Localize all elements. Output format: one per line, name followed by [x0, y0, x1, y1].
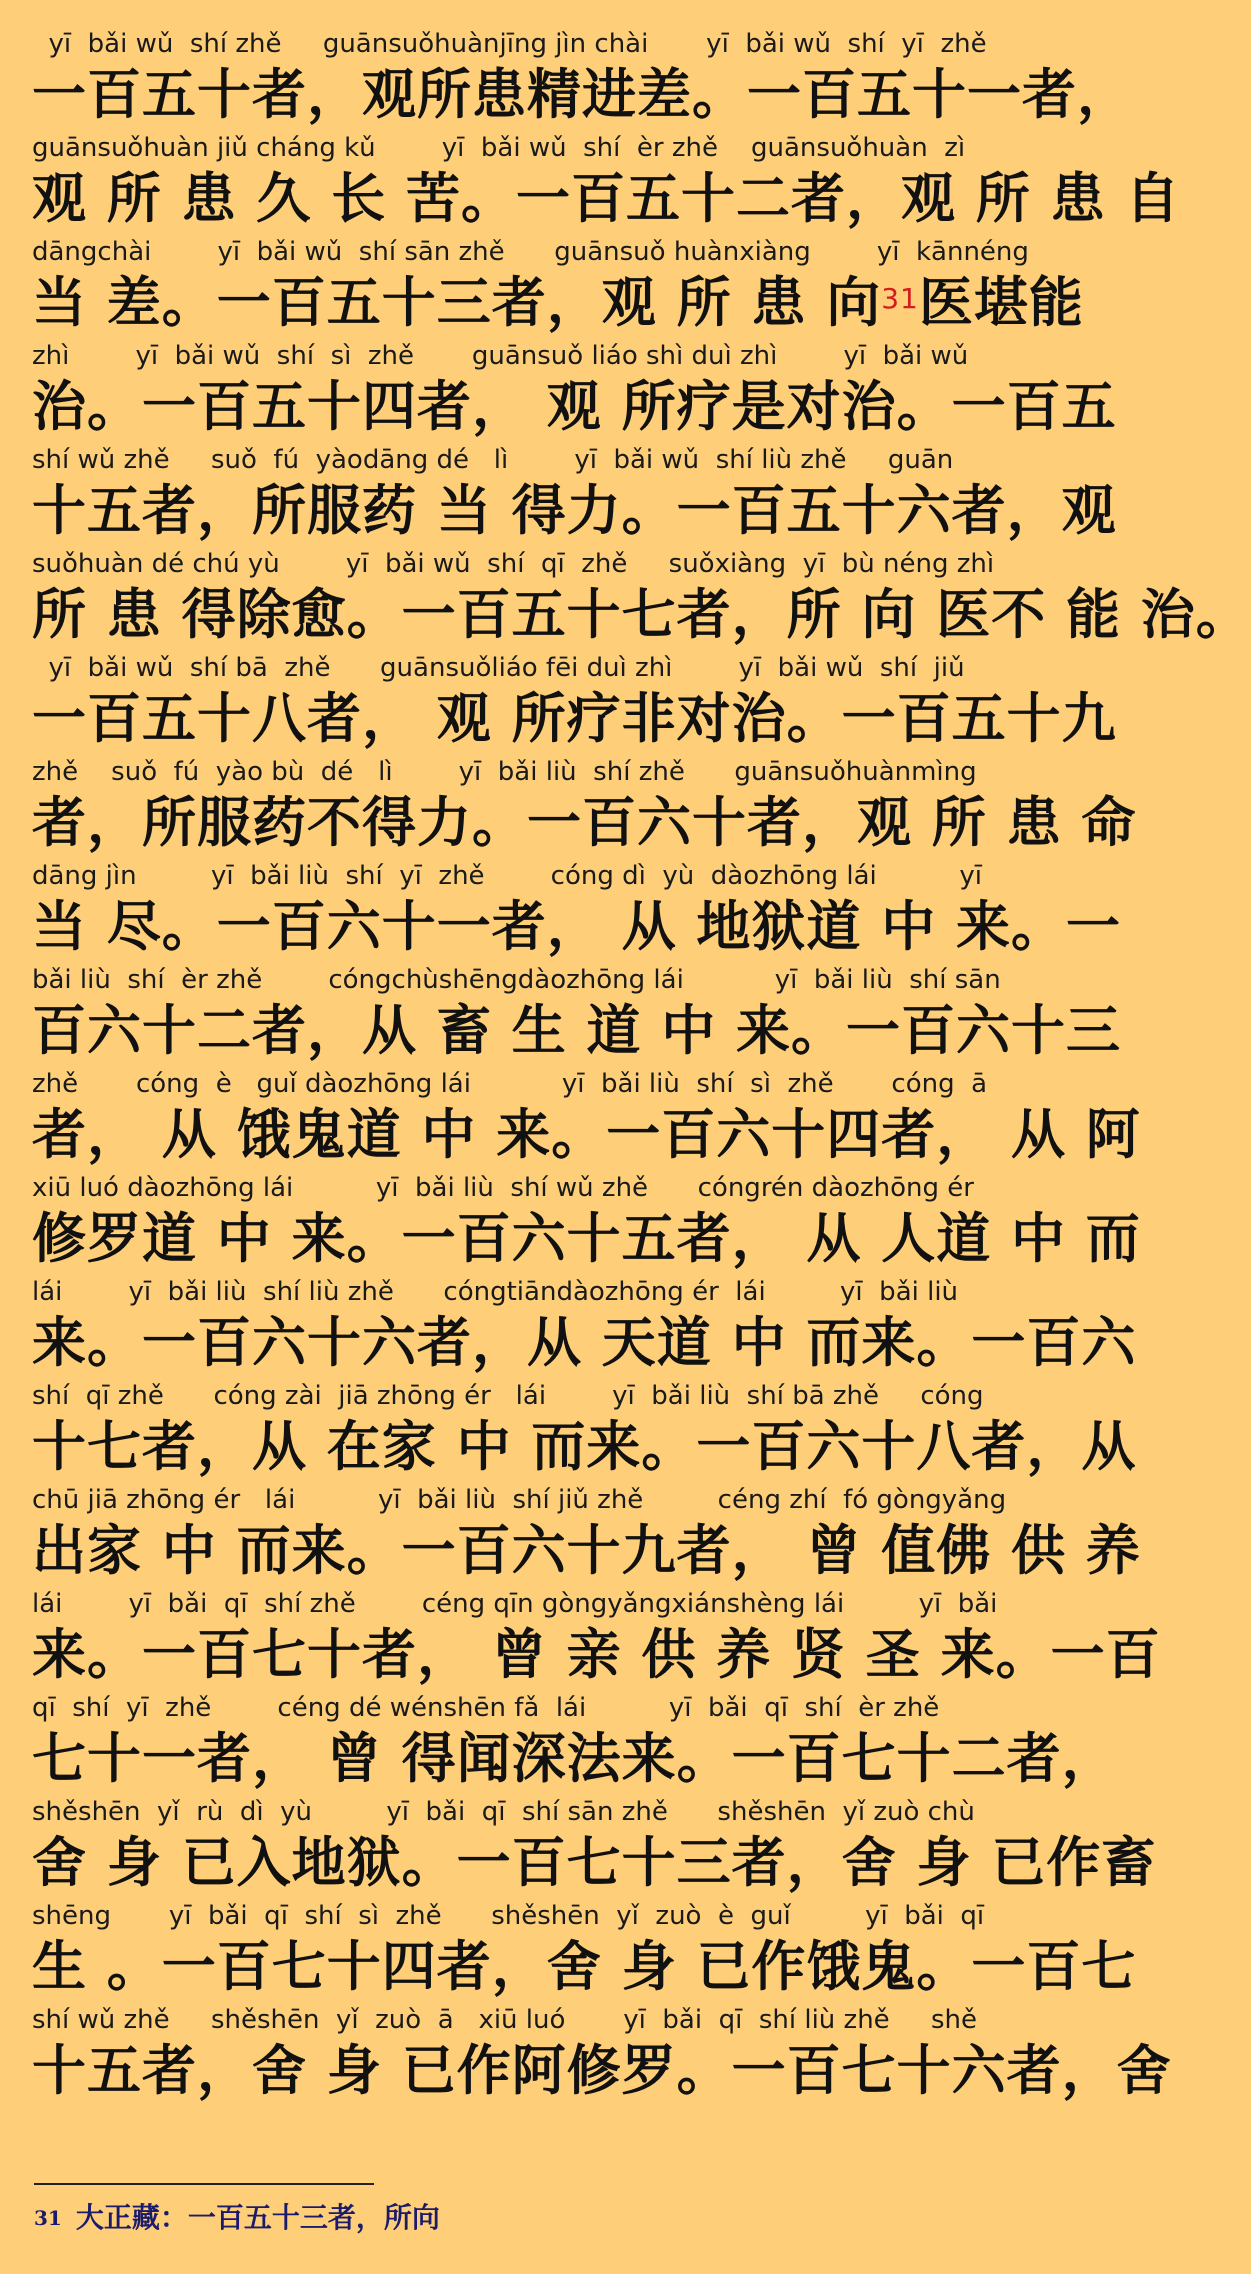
hanzi-line — [32, 2038, 1172, 2104]
hanzi-line — [32, 166, 1181, 232]
hanzi-line — [32, 1518, 1141, 1584]
hanzi-text: 生 。一百七十四者，舍 身 已作饿鬼。一百七 — [32, 1935, 1137, 1998]
text-line — [32, 340, 1117, 444]
hanzi-line — [32, 790, 1137, 856]
pinyin-line: zhě cóng è guǐ dàozhōng lái yī bǎi liù shí sì zhě cóng ā — [32, 1069, 988, 1099]
hanzi-text: 一百五十者，观所患精进差。一百五十一者， — [32, 63, 1132, 126]
hanzi-line — [32, 1206, 1141, 1272]
text-line — [32, 2004, 1172, 2108]
text-line — [32, 1588, 1161, 1692]
hanzi-line — [32, 1622, 1161, 1688]
text-line — [32, 1900, 1137, 2004]
hanzi-text: 者， 从 饿鬼道 中 来。一百六十四者， 从 阿 — [32, 1103, 1141, 1166]
hanzi-text: 十五者，所服药 当 得力。一百五十六者，观 — [32, 479, 1117, 542]
text-line — [32, 132, 1181, 236]
text-line — [32, 1172, 1141, 1276]
hanzi-text: 者，所服药不得力。一百六十者，观 所 患 命 — [32, 791, 1137, 854]
pinyin-line: suǒhuàn dé chú yù yī bǎi wǔ shí qī zhě suǒxiàng yī bù néng zhì — [32, 549, 995, 579]
text-line — [32, 964, 1121, 1068]
pinyin-line: xiū luó dàozhōng lái yī bǎi liù shí wǔ zhě cóngrén dàozhōng ér — [32, 1173, 974, 1203]
pinyin-line: bǎi liù shí èr zhě cóngchùshēngdàozhōng lái yī bǎi liù shí sān — [32, 965, 1001, 995]
hanzi-line — [32, 998, 1121, 1064]
pinyin-line: zhě suǒ fú yào bù dé lì yī bǎi liù shí zhě guānsuǒhuànmìng — [32, 757, 977, 787]
hanzi-line — [32, 1726, 1117, 1792]
hanzi-text: 十七者，从 在家 中 而来。一百六十八者，从 — [32, 1415, 1137, 1478]
footnote — [34, 2198, 1034, 2238]
hanzi-text: 当 差。一百五十三者，观 所 患 向 — [32, 271, 882, 334]
text-line — [32, 444, 1117, 548]
pinyin-line: shí wǔ zhě suǒ fú yàodāng dé lì yī bǎi wǔ shí liù zhě guān — [32, 445, 954, 475]
pinyin-line: yī bǎi wǔ shí zhě guānsuǒhuànjīng jìn chài yī bǎi wǔ shí yī zhě — [32, 29, 987, 59]
footnote-divider — [34, 2183, 374, 2185]
text-line — [32, 1692, 1117, 1796]
pinyin-line: zhì yī bǎi wǔ shí sì zhě guānsuǒ liáo shì duì zhì yī bǎi wǔ — [32, 341, 969, 371]
hanzi-line — [32, 374, 1117, 440]
pinyin-line: chū jiā zhōng ér lái yī bǎi liù shí jiǔ zhě céng zhí fó gòngyǎng — [32, 1485, 1007, 1515]
text-line — [32, 1380, 1137, 1484]
hanzi-line — [32, 1102, 1141, 1168]
text-line — [32, 1276, 1137, 1380]
hanzi-text: 当 尽。一百六十一者， 从 地狱道 中 来。一 — [32, 895, 1121, 958]
text-line — [32, 1796, 1157, 1900]
hanzi-line — [32, 270, 1084, 336]
hanzi-line — [32, 582, 1251, 648]
pinyin-line: shēng yī bǎi qī shí sì zhě shěshēn yǐ zuò è guǐ yī bǎi qī — [32, 1901, 985, 1931]
text-line — [32, 1068, 1141, 1172]
hanzi-line — [32, 1310, 1137, 1376]
hanzi-line — [32, 1414, 1137, 1480]
hanzi-line — [32, 686, 1117, 752]
text-line — [32, 548, 1251, 652]
hanzi-line — [32, 62, 1132, 128]
pinyin-line: guānsuǒhuàn jiǔ cháng kǔ yī bǎi wǔ shí èr zhě guānsuǒhuàn zì — [32, 133, 966, 163]
pinyin-line: lái yī bǎi qī shí zhě céng qīn gòngyǎngxiánshèng lái yī bǎi — [32, 1589, 998, 1619]
hanzi-text: 观 所 患 久 长 苦。一百五十二者，观 所 患 自 — [32, 167, 1181, 230]
hanzi-text: 所 患 得除愈。一百五十七者，所 向 医不 能 治。 — [32, 583, 1251, 646]
footnote-number: 31 — [34, 2206, 62, 2230]
pinyin-line: shěshēn yǐ rù dì yù yī bǎi qī shí sān zhě shěshēn yǐ zuò chù — [32, 1797, 975, 1827]
pinyin-line: dāng jìn yī bǎi liù shí yī zhě cóng dì yù dàozhōng lái yī — [32, 861, 983, 891]
pinyin-line: shí qī zhě cóng zài jiā zhōng ér lái yī bǎi liù shí bā zhě cóng — [32, 1381, 984, 1411]
hanzi-text: 来。一百六十六者，从 天道 中 而来。一百六 — [32, 1311, 1137, 1374]
hanzi-text: 修罗道 中 来。一百六十五者， 从 人道 中 而 — [32, 1207, 1141, 1270]
text-line — [32, 652, 1117, 756]
hanzi-text: 来。一百七十者， 曾 亲 供 养 贤 圣 来。一百 — [32, 1623, 1161, 1686]
hanzi-text: 治。一百五十四者， 观 所疗是对治。一百五 — [32, 375, 1117, 438]
pinyin-line: shí wǔ zhě shěshēn yǐ zuò ā xiū luó yī bǎi qī shí liù zhě shě — [32, 2005, 978, 2035]
footnote-text: 大正藏：一百五十三者，所向 — [75, 2201, 440, 2234]
hanzi-text: 医堪能 — [918, 271, 1084, 334]
hanzi-text: 十五者，舍 身 已作阿修罗。一百七十六者，舍 — [32, 2039, 1172, 2102]
hanzi-text: 百六十二者，从 畜 生 道 中 来。一百六十三 — [32, 999, 1121, 1062]
hanzi-line — [32, 1830, 1157, 1896]
footnote-reference[interactable]: 31 — [881, 282, 919, 315]
hanzi-text: 七十一者， 曾 得闻深法来。一百七十二者， — [32, 1727, 1117, 1790]
hanzi-text: 舍 身 已入地狱。一百七十三者，舍 身 已作畜 — [32, 1831, 1157, 1894]
text-line — [32, 28, 1132, 132]
text-line — [32, 236, 1084, 340]
pinyin-line: lái yī bǎi liù shí liù zhě cóngtiāndàozhōng ér lái yī bǎi liù — [32, 1277, 959, 1307]
pinyin-line: dāngchài yī bǎi wǔ shí sān zhě guānsuǒ huànxiàng yī kānnéng — [32, 237, 1029, 267]
hanzi-text: 一百五十八者， 观 所疗非对治。一百五十九 — [32, 687, 1117, 750]
text-line — [32, 1484, 1141, 1588]
hanzi-line — [32, 894, 1121, 960]
text-line — [32, 756, 1137, 860]
hanzi-line — [32, 478, 1117, 544]
pinyin-line: yī bǎi wǔ shí bā zhě guānsuǒliáo fēi duì zhì yī bǎi wǔ shí jiǔ — [32, 653, 965, 683]
text-line — [32, 860, 1121, 964]
hanzi-line — [32, 1934, 1137, 2000]
pinyin-line: qī shí yī zhě céng dé wénshēn fǎ lái yī bǎi qī shí èr zhě — [32, 1693, 940, 1723]
hanzi-text: 出家 中 而来。一百六十九者， 曾 值佛 供 养 — [32, 1519, 1141, 1582]
